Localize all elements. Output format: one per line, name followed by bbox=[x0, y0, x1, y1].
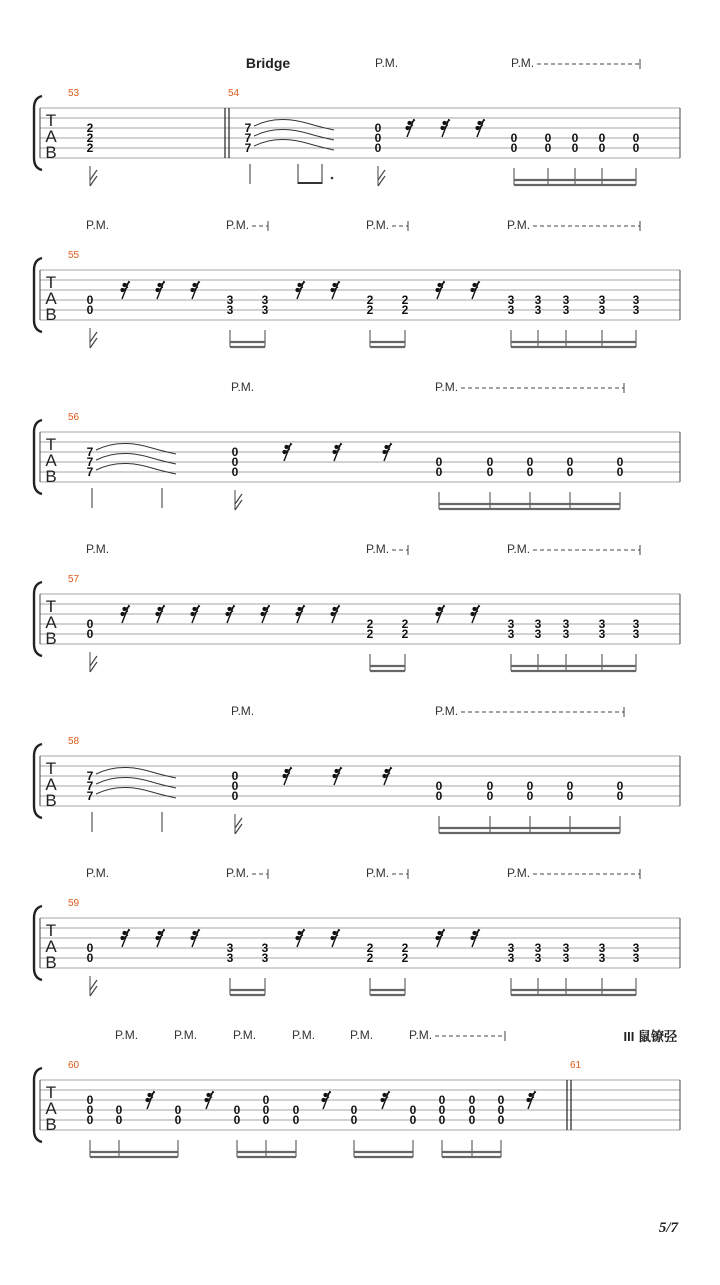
fret-number: 0 bbox=[435, 465, 443, 479]
palm-mute-label: P.M. bbox=[366, 866, 390, 880]
fret-number: 0 bbox=[86, 1093, 94, 1107]
fret-number: 0 bbox=[435, 455, 443, 469]
fret-number: 2 bbox=[366, 617, 374, 631]
palm-mute-label: P.M. bbox=[231, 380, 255, 394]
palm-mute-label: P.M. bbox=[507, 218, 531, 232]
fret-number: 7 bbox=[86, 445, 94, 459]
fret-number: 0 bbox=[468, 1093, 476, 1107]
tie-arc bbox=[96, 767, 176, 778]
fret-number: 0 bbox=[510, 141, 518, 155]
fret-number: 0 bbox=[468, 1103, 476, 1117]
tie-arc bbox=[254, 119, 334, 130]
fret-number: 0 bbox=[526, 465, 534, 479]
palm-mute-label: P.M. bbox=[231, 704, 255, 718]
fret-number: 3 bbox=[507, 627, 515, 641]
fret-number: 3 bbox=[632, 617, 640, 631]
fret-number: 0 bbox=[86, 617, 94, 631]
fret-number: 3 bbox=[534, 951, 542, 965]
measure-number: 53 bbox=[68, 88, 80, 99]
end-marking: III 鼠镣弪 bbox=[623, 1029, 677, 1044]
fret-number: 0 bbox=[632, 141, 640, 155]
fret-number: 7 bbox=[86, 455, 94, 469]
palm-mute-label: P.M. bbox=[115, 1028, 139, 1042]
fret-number: 7 bbox=[86, 789, 94, 803]
system-bracket bbox=[34, 906, 42, 980]
fret-number: 3 bbox=[598, 941, 606, 955]
fret-number: 2 bbox=[366, 627, 374, 641]
palm-mute-label: P.M. bbox=[86, 866, 110, 880]
fret-number: 0 bbox=[468, 1113, 476, 1127]
tie-arc bbox=[96, 443, 176, 454]
palm-mute-label: P.M. bbox=[233, 1028, 257, 1042]
fret-number: 3 bbox=[507, 293, 515, 307]
fret-number: 0 bbox=[566, 779, 574, 793]
fret-number: 0 bbox=[292, 1113, 300, 1127]
fret-number: 0 bbox=[86, 1113, 94, 1127]
tab-clef-letter: T bbox=[45, 921, 57, 940]
fret-number: 0 bbox=[438, 1103, 446, 1117]
fret-number: 3 bbox=[598, 303, 606, 317]
fret-number: 0 bbox=[616, 789, 624, 803]
fret-number: 7 bbox=[86, 465, 94, 479]
fret-number: 2 bbox=[401, 951, 409, 965]
fret-number: 0 bbox=[598, 141, 606, 155]
fret-number: 3 bbox=[261, 293, 269, 307]
note-flag bbox=[90, 656, 97, 672]
fret-number: 0 bbox=[233, 1113, 241, 1127]
system-bracket bbox=[34, 1068, 42, 1142]
fret-number: 0 bbox=[598, 131, 606, 145]
fret-number: 3 bbox=[226, 293, 234, 307]
fret-number: 0 bbox=[292, 1103, 300, 1117]
fret-number: 2 bbox=[366, 303, 374, 317]
fret-number: 3 bbox=[507, 303, 515, 317]
fret-number: 0 bbox=[571, 141, 579, 155]
note-flag bbox=[90, 332, 97, 348]
fret-number: 0 bbox=[409, 1103, 417, 1117]
tab-clef-letter: T bbox=[45, 759, 57, 778]
fret-number: 0 bbox=[438, 1113, 446, 1127]
palm-mute-label: P.M. bbox=[86, 542, 110, 556]
measure-number: 54 bbox=[228, 88, 240, 99]
palm-mute-label: P.M. bbox=[292, 1028, 316, 1042]
fret-number: 0 bbox=[174, 1113, 182, 1127]
tie-arc bbox=[254, 139, 334, 150]
tab-clef-letter: A bbox=[45, 613, 57, 632]
fret-number: 3 bbox=[226, 303, 234, 317]
fret-number: 0 bbox=[231, 465, 239, 479]
fret-number: 0 bbox=[486, 779, 494, 793]
fret-number: 0 bbox=[86, 303, 94, 317]
tab-clef-letter: B bbox=[45, 143, 57, 162]
fret-number: 3 bbox=[562, 293, 570, 307]
tab-clef-letter: T bbox=[45, 1083, 57, 1102]
fret-number: 3 bbox=[534, 627, 542, 641]
system-bracket bbox=[34, 582, 42, 656]
palm-mute-label: P.M. bbox=[409, 1028, 433, 1042]
tab-clef-letter: T bbox=[45, 435, 57, 454]
fret-number: 0 bbox=[262, 1113, 270, 1127]
system-bracket bbox=[34, 744, 42, 818]
palm-mute-label: P.M. bbox=[507, 542, 531, 556]
tab-clef-letter: T bbox=[45, 597, 57, 616]
fret-number: 0 bbox=[486, 465, 494, 479]
tab-clef-letter: B bbox=[45, 953, 57, 972]
fret-number: 0 bbox=[566, 455, 574, 469]
fret-number: 0 bbox=[616, 779, 624, 793]
page-number: 5/7 bbox=[658, 1220, 678, 1236]
fret-number: 3 bbox=[562, 303, 570, 317]
fret-number: 2 bbox=[86, 121, 94, 135]
fret-number: 7 bbox=[244, 121, 252, 135]
fret-number: 3 bbox=[261, 941, 269, 955]
fret-number: 0 bbox=[526, 789, 534, 803]
fret-number: 0 bbox=[86, 627, 94, 641]
fret-number: 0 bbox=[86, 951, 94, 965]
fret-number: 0 bbox=[86, 941, 94, 955]
fret-number: 0 bbox=[571, 131, 579, 145]
fret-number: 2 bbox=[366, 293, 374, 307]
note-flag bbox=[90, 980, 97, 996]
section-label: Bridge bbox=[245, 55, 291, 71]
fret-number: 3 bbox=[632, 627, 640, 641]
measure-number: 55 bbox=[68, 250, 80, 261]
tab-clef-letter: A bbox=[45, 289, 57, 308]
note-flag bbox=[235, 818, 242, 834]
fret-number: 0 bbox=[486, 789, 494, 803]
tab-clef-letter: A bbox=[45, 127, 57, 146]
fret-number: 3 bbox=[562, 951, 570, 965]
fret-number: 3 bbox=[261, 951, 269, 965]
fret-number: 0 bbox=[438, 1093, 446, 1107]
fret-number: 0 bbox=[497, 1113, 505, 1127]
fret-number: 2 bbox=[86, 141, 94, 155]
fret-number: 3 bbox=[226, 951, 234, 965]
tab-clef-letter: B bbox=[45, 305, 57, 324]
palm-mute-label: P.M. bbox=[366, 542, 390, 556]
fret-number: 3 bbox=[507, 951, 515, 965]
note-flag bbox=[235, 494, 242, 510]
fret-number: 0 bbox=[435, 779, 443, 793]
fret-number: 0 bbox=[374, 141, 382, 155]
fret-number: 0 bbox=[616, 465, 624, 479]
fret-number: 7 bbox=[244, 141, 252, 155]
fret-number: 0 bbox=[115, 1113, 123, 1127]
note-flag bbox=[378, 170, 385, 186]
tie-arc bbox=[96, 777, 176, 788]
tab-clef-letter: B bbox=[45, 1115, 57, 1134]
fret-number: 0 bbox=[174, 1103, 182, 1117]
fret-number: 3 bbox=[534, 617, 542, 631]
measure-number: 56 bbox=[68, 412, 80, 423]
palm-mute-label: P.M. bbox=[86, 218, 110, 232]
note-flag bbox=[90, 170, 97, 186]
fret-number: 0 bbox=[350, 1113, 358, 1127]
fret-number: 3 bbox=[507, 941, 515, 955]
fret-number: 0 bbox=[262, 1093, 270, 1107]
palm-mute-label: P.M. bbox=[366, 218, 390, 232]
fret-number: 3 bbox=[226, 941, 234, 955]
fret-number: 0 bbox=[231, 455, 239, 469]
fret-number: 0 bbox=[566, 465, 574, 479]
fret-number: 0 bbox=[374, 121, 382, 135]
tab-clef-letter: T bbox=[45, 111, 57, 130]
measure-number: 60 bbox=[68, 1060, 80, 1071]
fret-number: 0 bbox=[374, 131, 382, 145]
fret-number: 0 bbox=[544, 131, 552, 145]
fret-number: 3 bbox=[562, 941, 570, 955]
measure-number: 57 bbox=[68, 574, 80, 585]
tab-clef-letter: A bbox=[45, 1099, 57, 1118]
system-bracket bbox=[34, 96, 42, 170]
fret-number: 0 bbox=[486, 455, 494, 469]
fret-number: 3 bbox=[507, 617, 515, 631]
fret-number: 7 bbox=[244, 131, 252, 145]
palm-mute-label: P.M. bbox=[226, 866, 250, 880]
fret-number: 7 bbox=[86, 779, 94, 793]
fret-number: 3 bbox=[632, 303, 640, 317]
palm-mute-label: P.M. bbox=[350, 1028, 374, 1042]
fret-number: 3 bbox=[632, 293, 640, 307]
fret-number: 2 bbox=[401, 617, 409, 631]
fret-number: 0 bbox=[510, 131, 518, 145]
fret-number: 2 bbox=[401, 293, 409, 307]
tie-arc bbox=[96, 453, 176, 464]
fret-number: 3 bbox=[261, 303, 269, 317]
fret-number: 2 bbox=[366, 951, 374, 965]
fret-number: 0 bbox=[616, 455, 624, 469]
palm-mute-label: P.M. bbox=[435, 704, 459, 718]
fret-number: 3 bbox=[534, 303, 542, 317]
palm-mute-label: P.M. bbox=[174, 1028, 198, 1042]
fret-number: 0 bbox=[566, 789, 574, 803]
fret-number: 3 bbox=[598, 951, 606, 965]
fret-number: 2 bbox=[86, 131, 94, 145]
tab-clef-letter: B bbox=[45, 629, 57, 648]
measure-number: 58 bbox=[68, 736, 80, 747]
fret-number: 0 bbox=[350, 1103, 358, 1117]
fret-number: 3 bbox=[534, 941, 542, 955]
tie-arc bbox=[254, 129, 334, 140]
fret-number: 0 bbox=[115, 1103, 123, 1117]
tab-clef-letter: T bbox=[45, 273, 57, 292]
fret-number: 3 bbox=[598, 617, 606, 631]
measure-number: 61 bbox=[570, 1060, 582, 1071]
tab-clef-letter: A bbox=[45, 937, 57, 956]
fret-number: 2 bbox=[401, 941, 409, 955]
fret-number: 2 bbox=[366, 941, 374, 955]
fret-number: 3 bbox=[632, 941, 640, 955]
fret-number: 0 bbox=[497, 1103, 505, 1117]
fret-number: 0 bbox=[231, 789, 239, 803]
fret-number: 3 bbox=[562, 627, 570, 641]
fret-number: 3 bbox=[632, 951, 640, 965]
dot bbox=[331, 177, 334, 180]
fret-number: 2 bbox=[401, 303, 409, 317]
fret-number: 0 bbox=[86, 1103, 94, 1117]
fret-number: 0 bbox=[231, 769, 239, 783]
fret-number: 3 bbox=[598, 627, 606, 641]
system-bracket bbox=[34, 420, 42, 494]
fret-number: 3 bbox=[598, 293, 606, 307]
palm-mute-label: P.M. bbox=[511, 56, 535, 70]
fret-number: 3 bbox=[562, 617, 570, 631]
palm-mute-label: P.M. bbox=[375, 56, 399, 70]
tie-arc bbox=[96, 463, 176, 474]
measure-number: 59 bbox=[68, 898, 80, 909]
fret-number: 0 bbox=[233, 1103, 241, 1117]
fret-number: 0 bbox=[435, 789, 443, 803]
system-bracket bbox=[34, 258, 42, 332]
tab-clef-letter: A bbox=[45, 775, 57, 794]
fret-number: 0 bbox=[262, 1103, 270, 1117]
fret-number: 0 bbox=[632, 131, 640, 145]
palm-mute-label: P.M. bbox=[435, 380, 459, 394]
fret-number: 3 bbox=[534, 293, 542, 307]
tab-clef-letter: B bbox=[45, 791, 57, 810]
fret-number: 0 bbox=[409, 1113, 417, 1127]
fret-number: 0 bbox=[231, 445, 239, 459]
fret-number: 0 bbox=[231, 779, 239, 793]
palm-mute-label: P.M. bbox=[226, 218, 250, 232]
fret-number: 0 bbox=[497, 1093, 505, 1107]
tab-clef-letter: A bbox=[45, 451, 57, 470]
tab-clef-letter: B bbox=[45, 467, 57, 486]
fret-number: 0 bbox=[86, 293, 94, 307]
fret-number: 7 bbox=[86, 769, 94, 783]
fret-number: 2 bbox=[401, 627, 409, 641]
fret-number: 0 bbox=[526, 779, 534, 793]
palm-mute-label: P.M. bbox=[507, 866, 531, 880]
fret-number: 0 bbox=[544, 141, 552, 155]
fret-number: 0 bbox=[526, 455, 534, 469]
tie-arc bbox=[96, 787, 176, 798]
